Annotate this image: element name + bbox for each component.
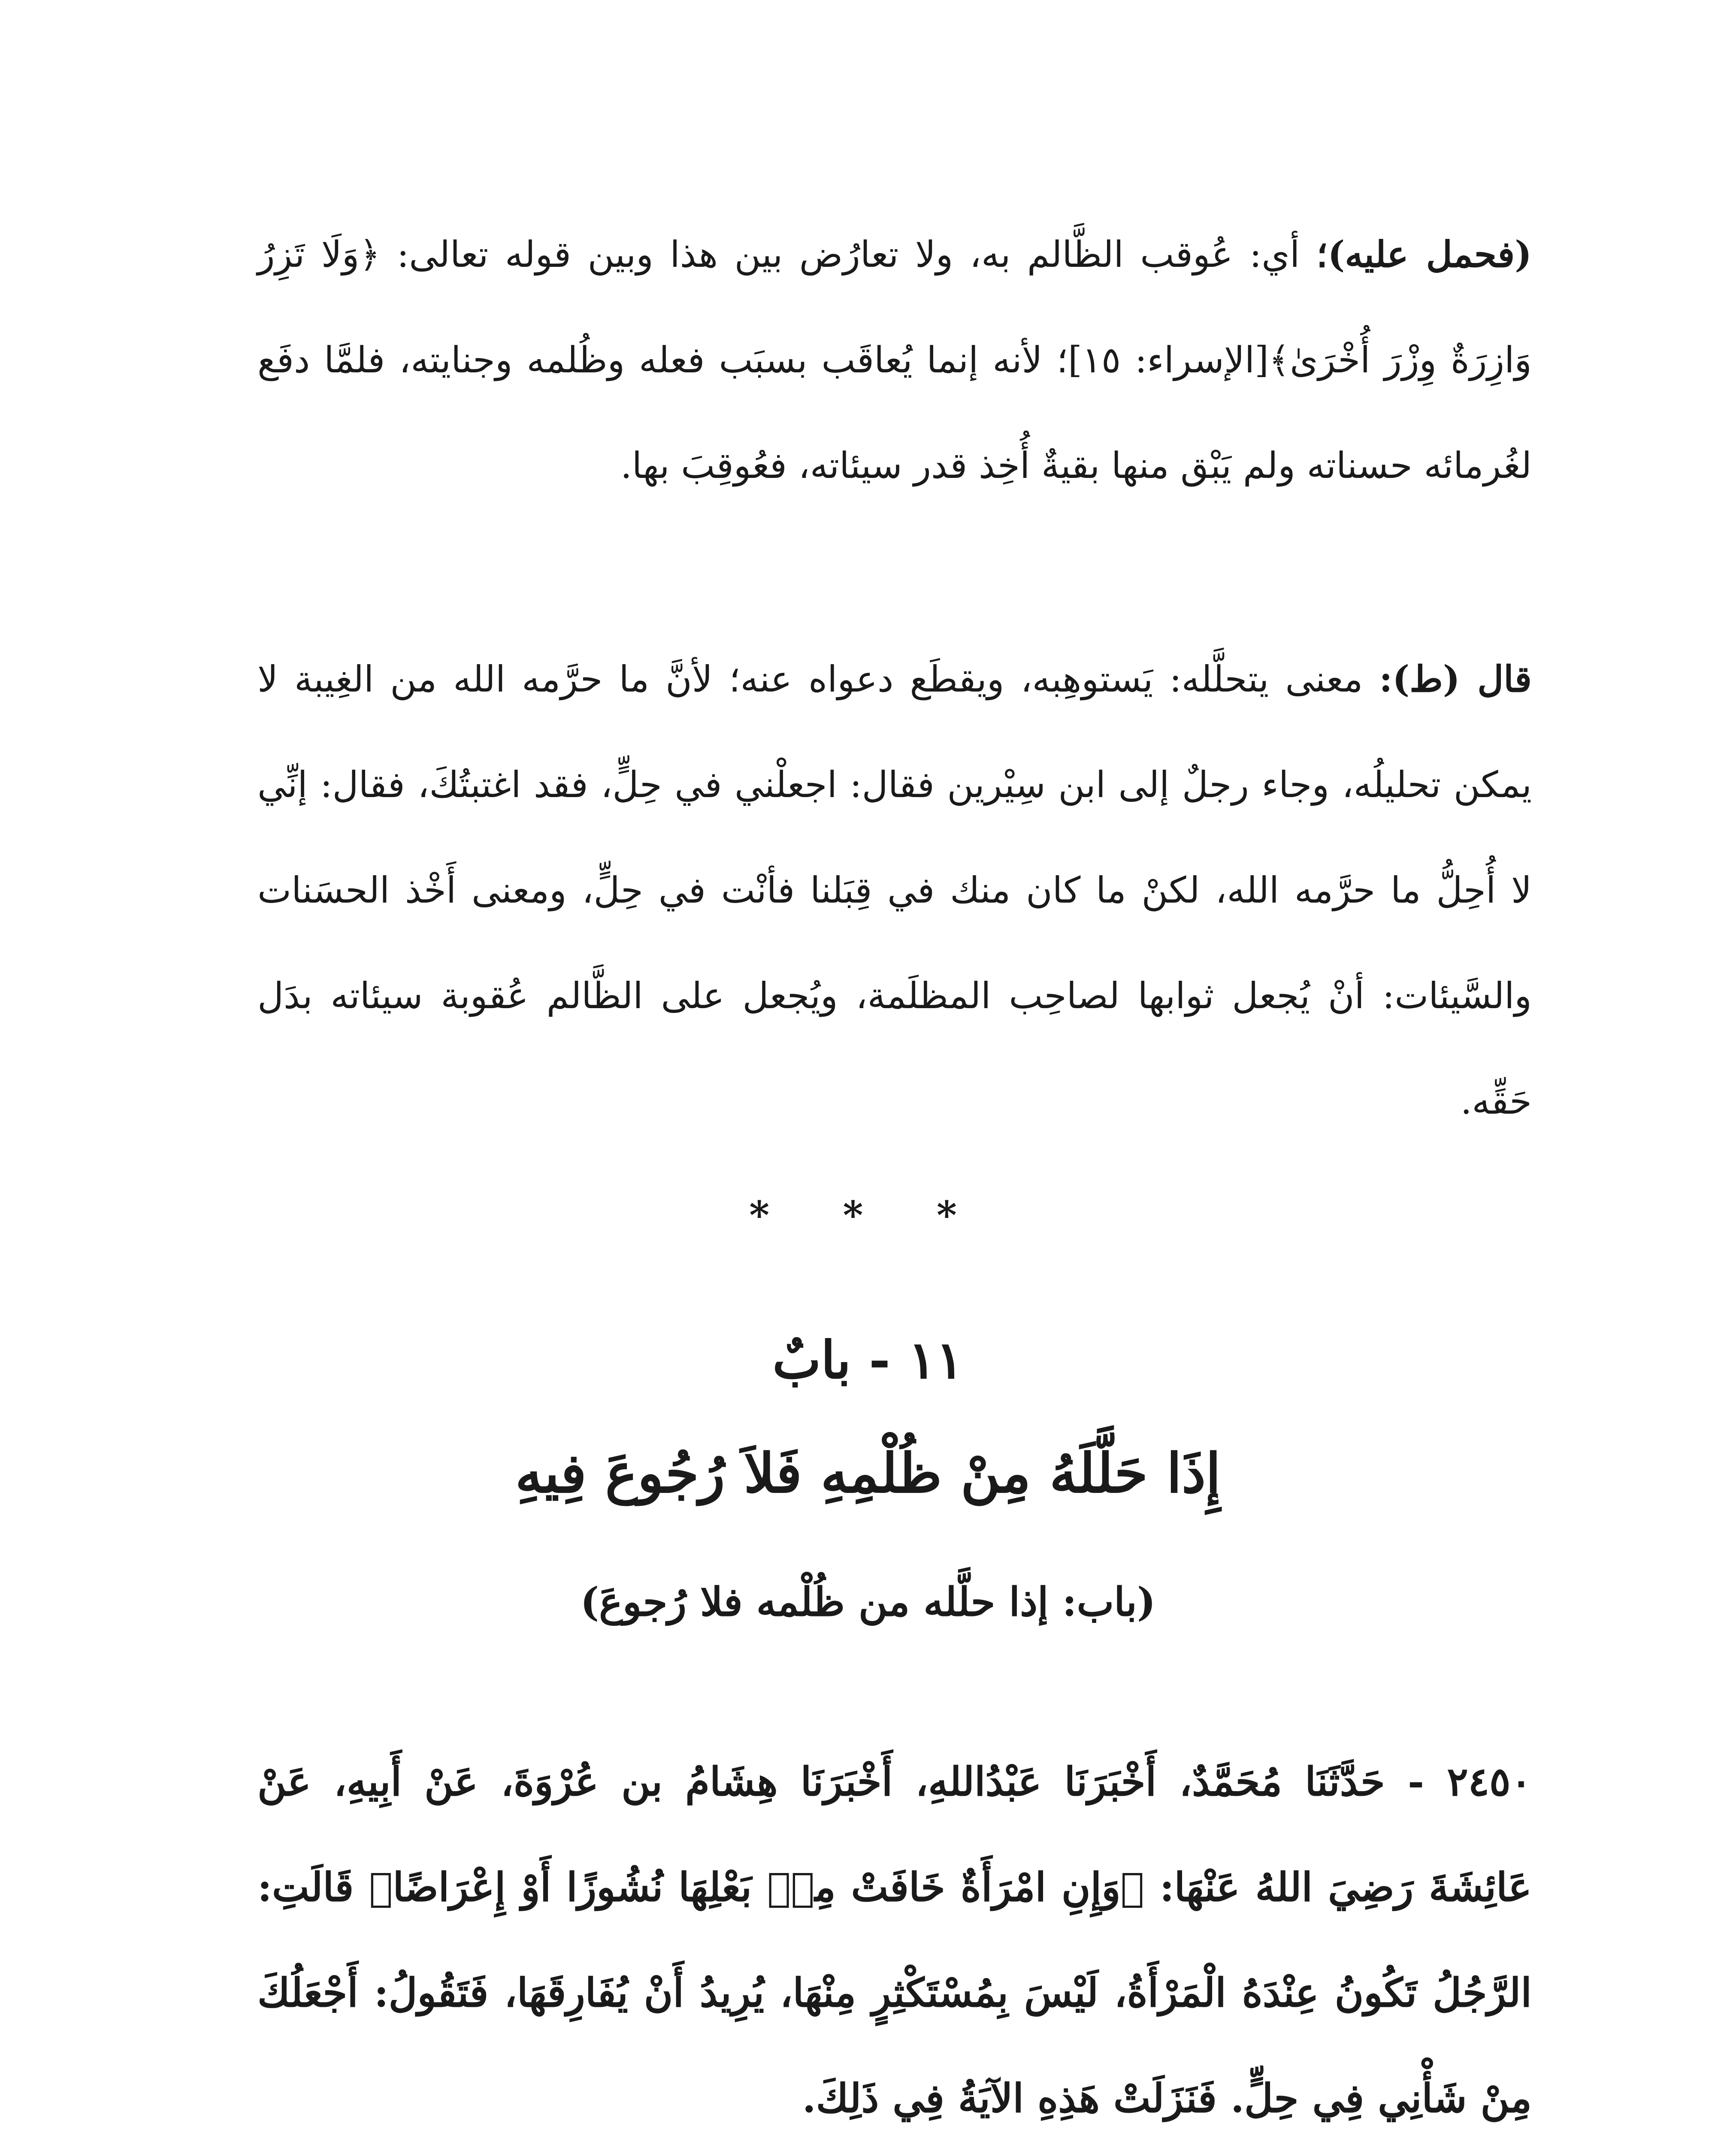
commentary-paragraph-1 xyxy=(257,202,1532,518)
commentary-lead-phrase: (فحمل عليه)؛ xyxy=(1316,233,1532,275)
chapter-title: إِذَا حَلَّلَهُ مِنْ ظُلْمِهِ فَلاَ رُجُوعَ فِيهِ xyxy=(515,1441,1221,1505)
section-separator: * * * xyxy=(749,1193,987,1238)
hadith-paragraph xyxy=(257,1729,1532,2145)
commentary-text: أي: عُوقب الظَّالم به، ولا تعارُض بين هذا وبين قوله تعالى: ﴿وَلَا تَزِرُ وَازِرَةٌ وِزْرَ أُخْرَىٰ﴾[الإسراء: ١٥]؛ لأنه إنما يُعاقَب بسبَب فعله وظُلمه وجنايته، فلمَّا دفَع لغُرمائه حسناته ولم يَبْق منها بقيةٌ أُخِذ قدر سيئاته، فعُوقِبَ بها. xyxy=(257,233,1532,486)
commentary-source-label: قال (ط): xyxy=(1379,658,1532,700)
commentary-text: معنى يتحلَّله: يَستوهِبه، ويقطَع دعواه عنه؛ لأنَّ ما حرَّمه الله من الغِيبة لا يمكن تحليلُه، وجاء رجلٌ إلى ابن سِيْرين فقال: اجعلْني في حِلٍّ، فقد اغتبتُكَ، فقال: إنِّي لا أُحِلُّ ما حرَّمه الله، لكنْ ما كان منك في قِبَلنا فأنْت في حِلٍّ، ومعنى أَخْذ الحسَنات والسَّيئات: أنْ يُجعل ثوابها لصاحِب المظلَمة، ويُجعل على الظَّالم عُقوبة سيئاته بدَل حَقِّه. xyxy=(257,658,1532,1122)
commentary-paragraph-2 xyxy=(257,626,1532,1154)
chapter-subtitle: (باب: إذا حلَّله من ظُلْمه فلا رُجوعَ) xyxy=(580,1579,1156,1625)
hadith-text: ٢٤٥٠ - حَدَّثَنَا مُحَمَّدٌ، أَخْبَرَنَا عَبْدُاللهِ، أَخْبَرَنَا هِشَامُ بن عُرْوَةَ، عَنْ أَبِيهِ، عَنْ عَائِشَةَ رَضِيَ اللهُ عَنْهَا: ﴿وَإِنِ امْرَأَةٌ خَافَتْ مِنۢ بَعْلِهَا نُشُوزًا أَوْ إِعْرَاضًا﴾ قَالَتِ: الرَّجُلُ تَكُونُ عِنْدَهُ الْمَرْأَةُ، لَيْسَ بِمُسْتَكْثِرٍ مِنْهَا، يُرِيدُ أَنْ يُفَارِقَهَا، فَتَقُولُ: أَجْعَلُكَ مِنْ شَأْنِي فِي حِلٍّ. فَنَزَلَتْ هَذِهِ الآيَةُ فِي ذَلِكَ. xyxy=(257,1758,1532,2121)
chapter-number: ١١ - بابٌ xyxy=(772,1330,964,1390)
